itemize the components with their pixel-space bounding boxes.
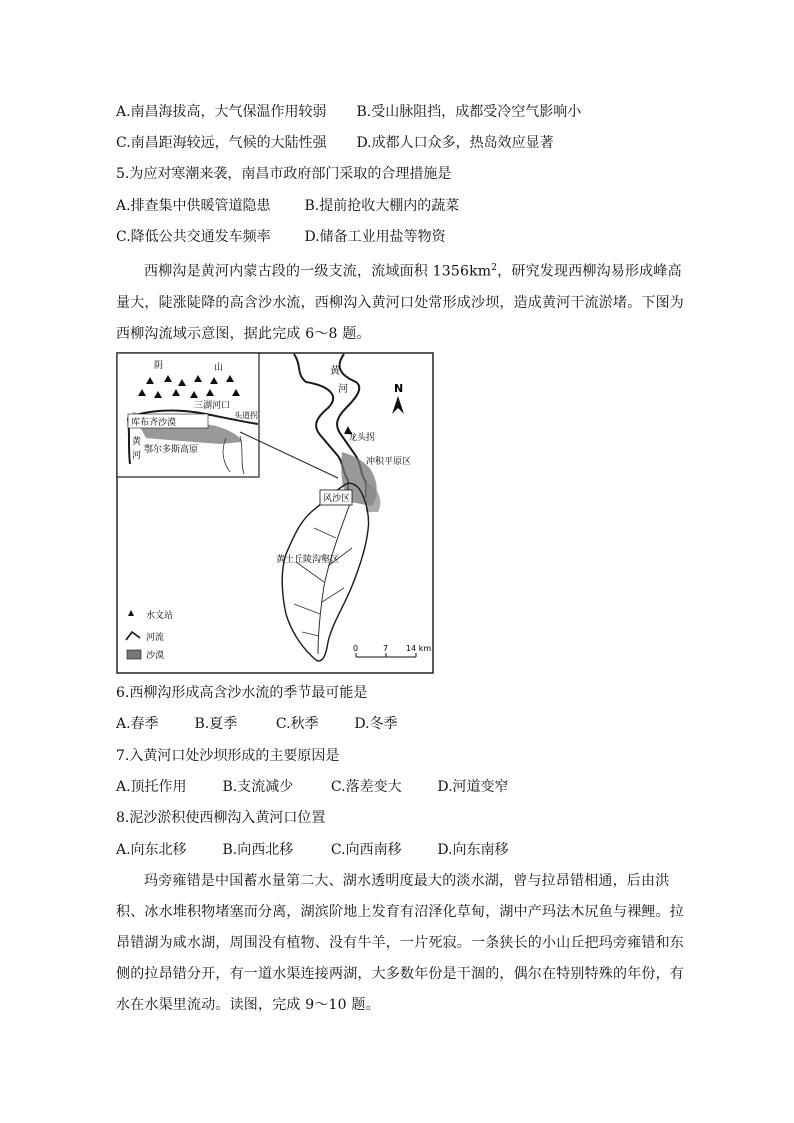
q6-option-d: D.冬季	[354, 716, 398, 732]
inset-label-toudaoguai: 头道拐	[234, 411, 258, 420]
inset-label-sanhuhekou: 三湖河口	[194, 401, 231, 411]
scale-tick-7: 7	[383, 644, 389, 653]
passage-mapangyongcuo: 玛旁雍错是中国蓄水量第二大、湖水透明度最大的淡水湖，曾与拉昂错相通，后由洪积、冰水堆积物堵塞而分离，湖滨阶地上发育有沼泽化草甸，湖中产玛法木尻鱼与裸鲤。拉昂错湖为咸水湖，周围没有植物、没有牛羊，一片死寂。一条狭长的小山丘把玛旁雍错和东侧的拉昂错分开，有一道水渠连接两湖，大多数年份是干涸的，偶尔在特别特殊的年份，有水在水渠里流动。读图，完成 9～10 题。	[116, 873, 684, 1013]
q4-option-c: C.南昌距海较远，气候的大陆性强	[116, 135, 327, 151]
north-label: N	[394, 382, 404, 395]
label-loess-hills: 黄土丘陵沟壑区	[276, 555, 340, 565]
q6-option-a: A.春季	[116, 716, 159, 732]
q8-option-d: D.向东南移	[437, 842, 509, 858]
q8-stem: 8.泥沙淤积使西柳沟入黄河口位置	[116, 810, 326, 826]
legend-station-label: 水文站	[146, 611, 174, 621]
q4-option-a: A.南昌海拔高，大气保温作用较弱	[116, 104, 327, 120]
q7-option-c: C.落差变大	[330, 779, 402, 795]
label-alluvial-plain: 冲积平原区	[366, 457, 412, 467]
legend-desert-label: 沙漠	[146, 651, 165, 661]
q6-option-c: C.秋季	[275, 716, 319, 732]
q5-stem: 5.为应对寒潮来袭，南昌市政府部门采取的合理措施是	[116, 166, 452, 182]
q5-option-a: A.排查集中供暖管道隐患	[116, 198, 271, 214]
q7-option-d: D.河道变窄	[437, 779, 509, 795]
label-wind-sand-area: 风沙区	[323, 494, 351, 504]
inset-label-shan: 山	[214, 363, 224, 373]
q7-options	[116, 777, 509, 797]
passage-xiliugou-text-1: 西柳沟是黄河内蒙古段的一级支流，流域面积 1356km	[144, 263, 492, 280]
passage-xiliugou	[116, 253, 684, 350]
q8-option-c: C.向西南移	[330, 842, 402, 858]
q8-option-a: A.向东北移	[116, 842, 187, 858]
main-label-he: 河	[338, 384, 348, 395]
scale-tick-0: 0	[353, 644, 359, 653]
q6-stem: 6.西柳沟形成高含沙水流的季节最可能是	[116, 685, 368, 701]
inset-label-yin: 阴	[154, 361, 164, 371]
xiliugou-basin-map	[116, 352, 434, 674]
passage-xiliugou-text-2: ，研究发现西柳沟易形成峰高量大，陡涨陡降的高含沙水流，西柳沟入黄河口处常形成沙坝，造成黄河干流淤堵。下图为西柳沟流域示意图，据此完成 6～8 题。	[116, 263, 684, 342]
q6-option-b: B.夏季	[194, 716, 238, 732]
q4-options-row-2	[116, 133, 554, 153]
q7-stem: 7.入黄河口处沙坝形成的主要原因是	[116, 748, 340, 764]
q5-option-c: C.降低公共交通发车频率	[116, 229, 271, 245]
q4-option-b: B.受山脉阻挡，成都受冷空气影响小	[356, 104, 582, 120]
inset-label-kubuqi: 库布齐沙漠	[131, 418, 177, 428]
q5-options-row-2	[116, 227, 446, 247]
q5-options-row-1	[116, 196, 459, 216]
q5-option-b: B.提前抢收大棚内的蔬菜	[304, 198, 460, 214]
inset-label-huang: 黄	[132, 437, 142, 447]
label-longtouguai: 龙头拐	[348, 433, 376, 443]
q6-options	[116, 714, 398, 734]
q4-option-d: D.成都人口众多，热岛效应显著	[356, 135, 554, 151]
q8-options	[116, 840, 509, 860]
legend-river-label: 河流	[146, 633, 165, 643]
inset-label-he: 河	[132, 451, 142, 461]
q4-options-row-1	[116, 102, 581, 122]
q7-option-a: A.顶托作用	[116, 779, 187, 795]
main-label-huang: 黄	[330, 366, 340, 377]
legend-desert-icon	[127, 650, 141, 659]
passage-xiliugou-sup: 2	[491, 263, 498, 273]
inset-label-ordos: 鄂尔多斯高原	[144, 445, 199, 455]
q7-option-b: B.支流减少	[222, 779, 294, 795]
scale-tick-14: 14 km	[406, 644, 432, 653]
q8-option-b: B.向西北移	[222, 842, 294, 858]
q5-option-d: D.储备工业用盐等物资	[304, 229, 446, 245]
